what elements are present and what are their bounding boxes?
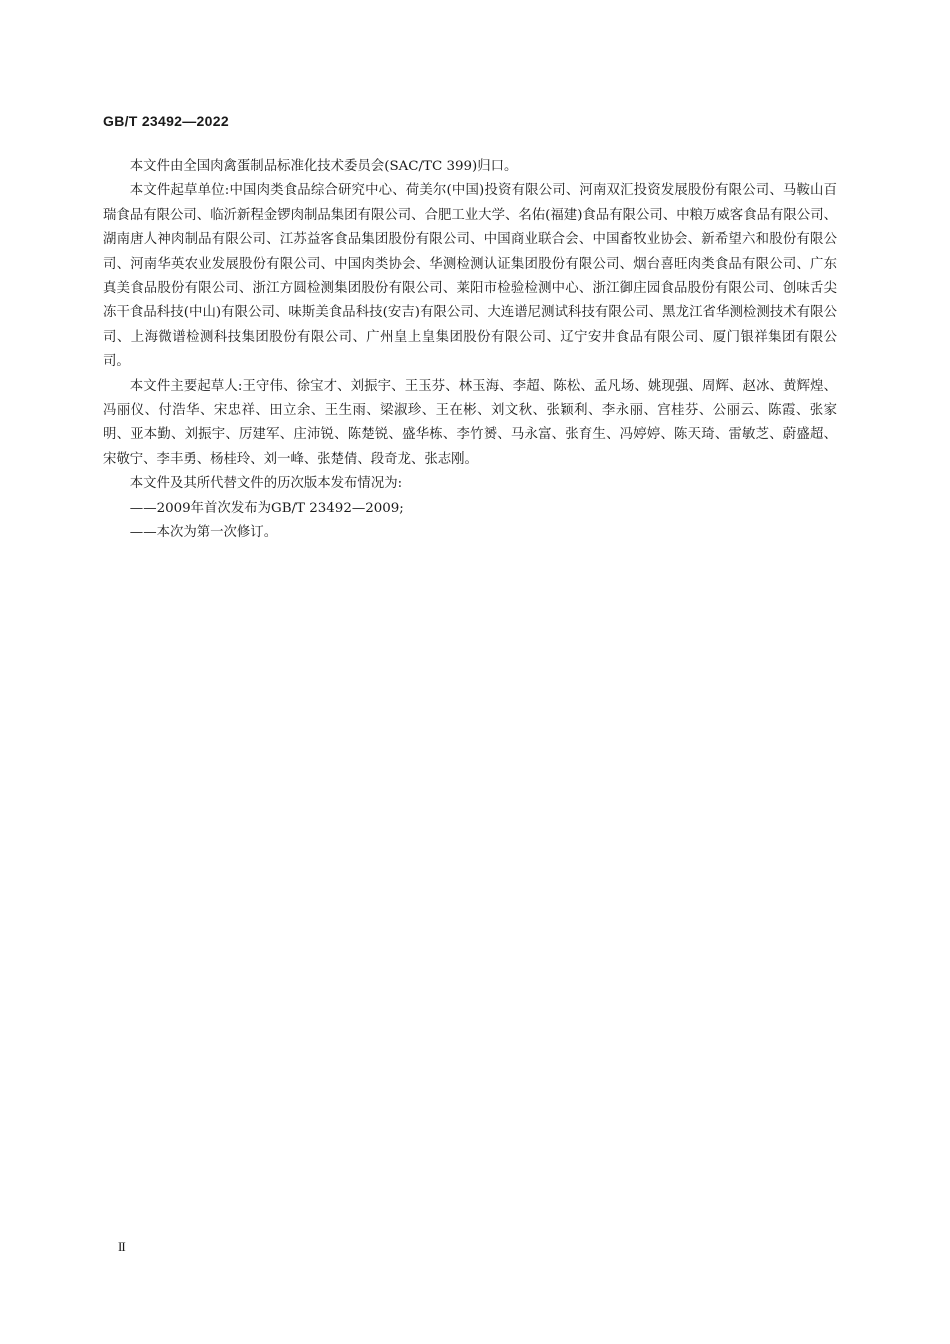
- page-number: II: [118, 1239, 125, 1254]
- paragraph-version-history-intro: 本文件及其所代替文件的历次版本发布情况为:: [129, 476, 403, 492]
- paragraph-technical-committee: 本文件由全国肉禽蛋制品标准化技术委员会(SAC/TC 399)归口。: [129, 159, 518, 174]
- foreword-body: [103, 155, 837, 546]
- paragraph-main-drafters: 本文件主要起草人:王守伟、徐宝才、刘振宇、王玉芬、林玉海、李超、陈松、孟凡场、姚现强、周辉、赵冰、黄辉煌、冯丽仪、付浩华、宋忠祥、田立余、王生雨、梁淑珍、王在彬、刘文秋、张颖利、李永丽、宫桂芬、公丽云、陈霞、张家明、亚本勤、刘振宇、厉建军、庄沛锐、陈楚锐、盛华栋、李竹赟、马永富、张育生、冯婷婷、陈天琦、雷敏芝、蔚盛超、宋敬宁、李丰勇、杨桂玲、刘一峰、张楚倩、段奇龙、张志刚。: [103, 378, 837, 467]
- standard-code-header: GB/T 23492—2022: [103, 113, 229, 129]
- paragraph-drafting-units: 本文件起草单位:中国肉类食品综合研究中心、荷美尔(中国)投资有限公司、河南双汇投资发展股份有限公司、马鞍山百瑞食品有限公司、临沂新程金锣肉制品集团有限公司、合肥工业大学、名佑(福建)食品有限公司、中粮万威客食品有限公司、湖南唐人神肉制品有限公司、江苏益客食品集团股份有限公司、中国商业联合会、中国畜牧业协会、新希望六和股份有限公司、河南华英农业发展股份有限公司、中国肉类协会、华测检测认证集团股份有限公司、烟台喜旺肉类食品有限公司、广东真美食品股份有限公司、浙江方圆检测集团股份有限公司、莱阳市检验检测中心、浙江御庄园食品股份有限公司、创味舌尖冻干食品科技(中山)有限公司、味斯美食品科技(安吉)有限公司、大连谱尼测试科技有限公司、黑龙江省华测检测技术有限公司、上海微谱检测科技集团股份有限公司、广州皇上皇集团股份有限公司、辽宁安井食品有限公司、厦门银祥集团有限公司。: [103, 183, 837, 370]
- list-item-first-edition: ——2009年首次发布为GB/T 23492—2009;: [129, 500, 404, 516]
- list-item-current-revision: ——本次为第一次修订。: [129, 525, 278, 541]
